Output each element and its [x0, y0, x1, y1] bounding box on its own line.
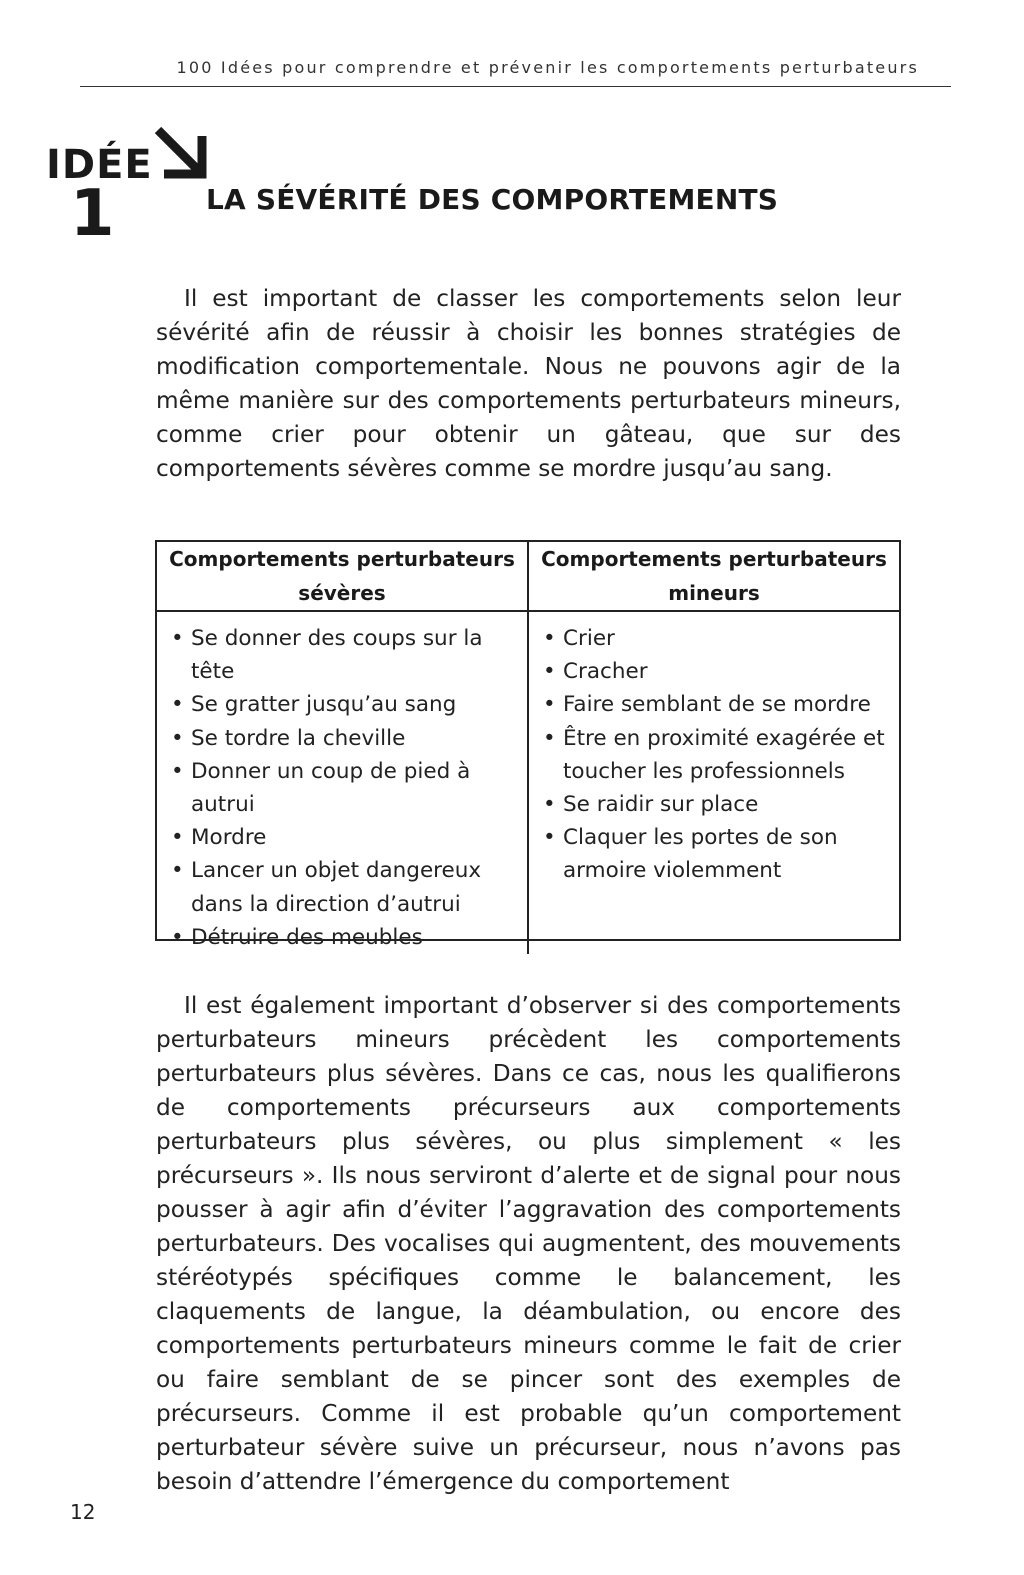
list-item: • Claquer les portes de son armoire violemment [543, 821, 899, 887]
list-item: • Se donner des coups sur la tête [171, 622, 527, 688]
minor-behaviors-list [527, 612, 899, 954]
running-title: 100 Idées pour comprendre et prévenir les comportements perturbateurs [176, 58, 919, 77]
list-item: • Donner un coup de pied à autrui [171, 755, 527, 821]
list-item: • Cracher [543, 655, 899, 688]
precursors-paragraph: Il est également important d’observer si des comportements perturbateurs mineurs précèdent les comportements perturbateurs plus sévères. Dans ce cas, nous les qualifierons de comportements précurseurs aux comportements perturbateurs plus sévères, ou plus simplement « les précurseurs ». Ils nous serviront d’alerte et de signal pour nous pousser à agir afin d’éviter l’aggravation des comportements perturbateurs. Des vocalises qui augmentent, des mouvements stéréotypés spécifiques comme le balancement, les claquements de langue, la déambulation, ou encore des comportements perturbateurs mineurs comme le fait de crier ou faire semblant de se pincer sont des exemples de précurseurs. Comme il est probable qu’un comportement perturbateur sévère suive un précurseur, nous n’avons pas besoin d’attendre l’émergence du comportement [156, 992, 901, 1495]
section-title: LA SÉVÉRITÉ DES COMPORTEMENTS [206, 183, 779, 216]
list-item: • Être en proximité exagérée et toucher les professionnels [543, 722, 899, 788]
severe-column-header: Comportements perturbateurs sévères [169, 547, 515, 605]
running-header [80, 54, 951, 87]
page-number: 12 [70, 1500, 96, 1524]
list-item: • Faire semblant de se mordre [543, 688, 899, 721]
list-item: • Détruire des meubles [171, 921, 527, 954]
minor-column-header: Comportements perturbateurs mineurs [527, 542, 899, 610]
table-body-row [157, 612, 899, 954]
list-item: • Crier [543, 622, 899, 655]
idea-number: 1 [70, 177, 115, 251]
idea-label: IDÉE [46, 142, 153, 188]
table-header-row [157, 542, 899, 612]
intro-paragraph: Il est important de classer les comportements selon leur sévérité afin de réussir à choisir les bonnes stratégies de modification comportementale. Nous ne pouvons agir de la même manière sur des comportements perturbateurs mineurs, comme crier pour obtenir un gâteau, que sur des comportements sévères comme se mordre jusqu’au sang. [156, 285, 901, 482]
list-item: • Lancer un objet dangereux dans la direction d’autrui [171, 854, 527, 920]
list-item: • Se gratter jusqu’au sang [171, 688, 527, 721]
list-item: • Se tordre la cheville [171, 722, 527, 755]
list-item: • Se raidir sur place [543, 788, 899, 821]
severe-behaviors-list [157, 612, 527, 954]
arrow-down-right-icon [150, 122, 212, 184]
list-item: • Mordre [171, 821, 527, 854]
behavior-severity-table [155, 540, 901, 950]
